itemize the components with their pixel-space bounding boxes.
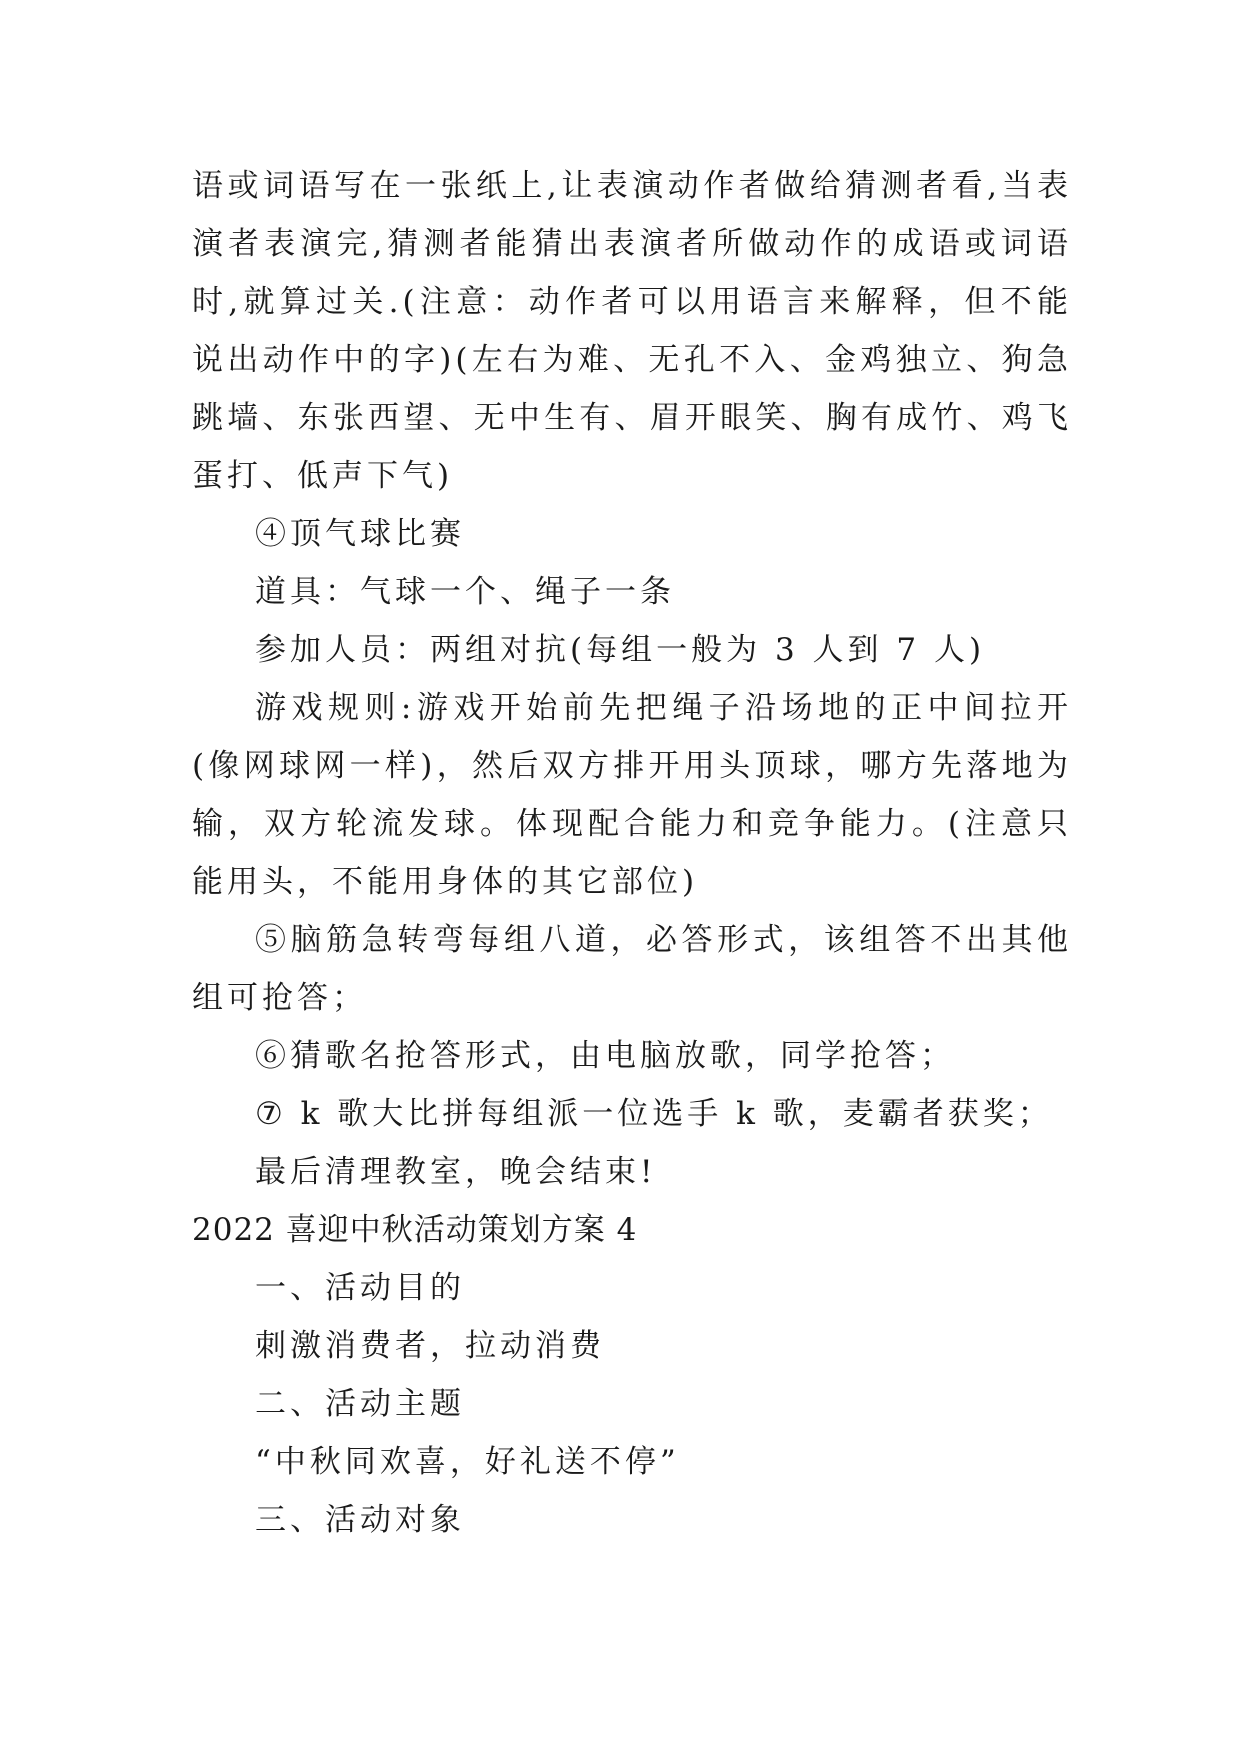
section3-heading: 三、活动对象 [255,1502,465,1538]
section2-heading: 二、活动主题 [255,1386,465,1422]
paragraph-game5: ⑤脑筋急转弯每组八道，必答形式，该组答不出其他组可抢答； [192,922,1072,1016]
plan4-heading: 2022 喜迎中秋活动策划方案 4 [192,1212,638,1248]
paragraph-game4-props: 道具：气球一个、绳子一条 [255,574,675,610]
paragraph-closing: 最后清理教室，晚会结束! [255,1154,657,1190]
paragraph-game6: ⑥猜歌名抢答形式，由电脑放歌，同学抢答； [255,1038,955,1074]
section1-body: 刺激消费者，拉动消费 [255,1328,605,1364]
paragraph-game4-title: ④顶气球比赛 [255,516,465,552]
paragraph-game7: ⑦ k 歌大比拼每组派一位选手 k 歌，麦霸者获奖； [255,1096,1053,1132]
document-body [192,157,1072,1549]
paragraph-game3-rules-continued: 语或词语写在一张纸上,让表演动作者做给猜测者看,当表演者表演完,猜测者能猜出表演者所做动作的成语或词语时,就算过关.(注意：动作者可以用语言来解释，但不能说出动作中的字)(左右为难、无孔不入、金鸡独立、狗急跳墙、东张西望、无中生有、眉开眼笑、胸有成竹、鸡飞蛋打、低声下气) [192,168,1072,494]
paragraph-game4-rules: 游戏规则:游戏开始前先把绳子沿场地的正中间拉开(像网球网一样)，然后双方排开用头顶球，哪方先落地为输，双方轮流发球。体现配合能力和竞争能力。(注意只能用头，不能用身体的其它部位) [192,690,1072,900]
section2-body: “中秋同欢喜，好礼送不停” [255,1444,680,1480]
section1-heading: 一、活动目的 [255,1270,465,1306]
paragraph-game4-participants: 参加人员：两组对抗(每组一般为 3 人到 7 人) [255,632,986,668]
